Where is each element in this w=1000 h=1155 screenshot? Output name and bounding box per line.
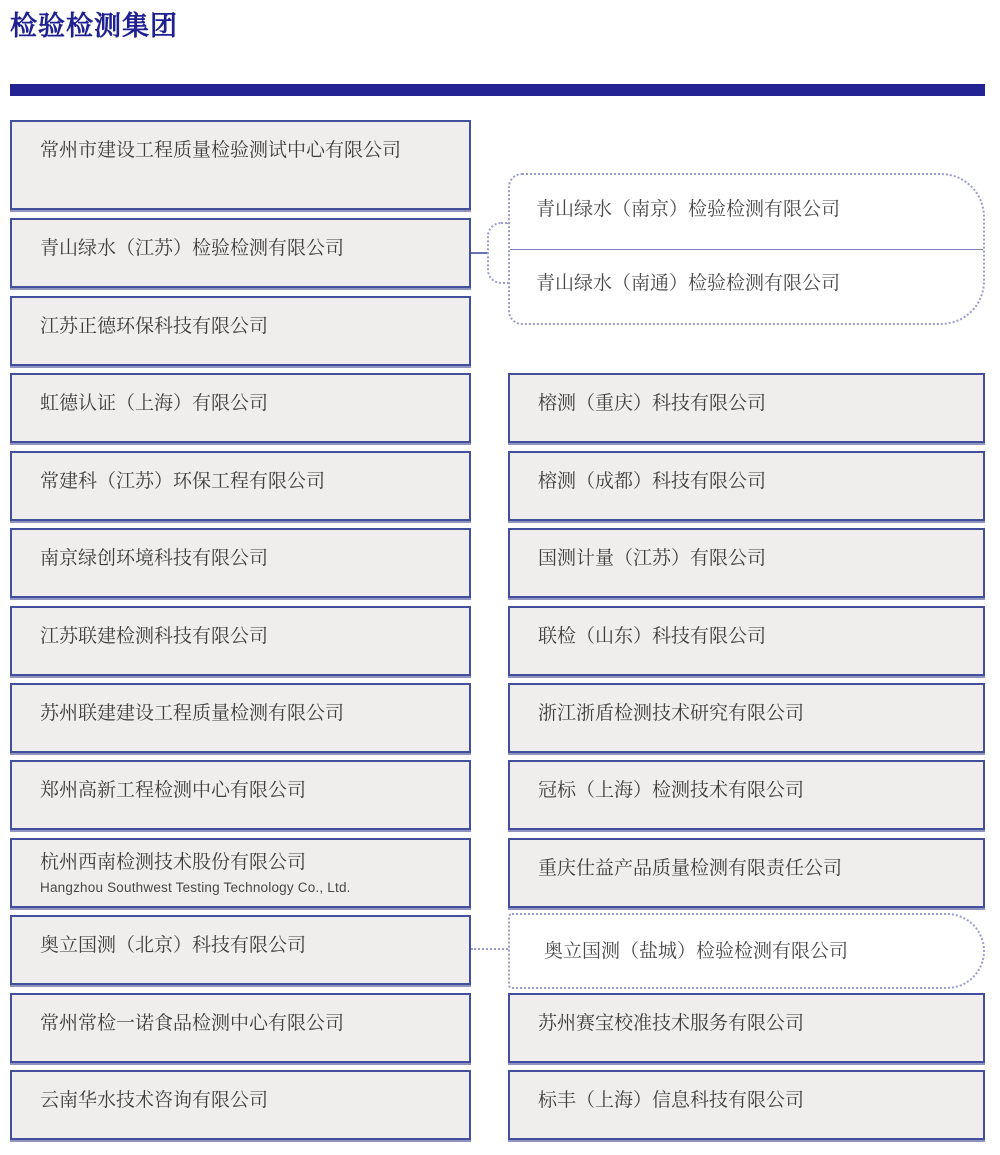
company-box-hangzhou-southwest bbox=[10, 838, 471, 908]
company-name: 标丰（上海）信息科技有限公司 bbox=[538, 1090, 805, 1111]
subsidiary-group-aoli bbox=[508, 913, 985, 989]
company-box-qingshan-jiangsu bbox=[10, 218, 471, 288]
company-box-zhejiang-zhedun bbox=[508, 683, 985, 753]
company-name: 奥立国测（北京）科技有限公司 bbox=[40, 935, 307, 956]
company-name: 江苏联建检测科技有限公司 bbox=[40, 626, 269, 647]
company-box-suzhou-saibao bbox=[508, 993, 985, 1063]
company-name: 南京绿创环境科技有限公司 bbox=[40, 548, 269, 569]
company-name: 苏州赛宝校准技术服务有限公司 bbox=[538, 1013, 805, 1034]
company-name: 常州市建设工程质量检验测试中心有限公司 bbox=[40, 140, 402, 161]
subsidiary-row bbox=[510, 175, 983, 249]
company-name: 常建科（江苏）环保工程有限公司 bbox=[40, 471, 326, 492]
connector-bracket-qingshan bbox=[487, 222, 509, 284]
company-name: 青山绿水（南京）检验检测有限公司 bbox=[536, 199, 841, 220]
page-title: 检验检测集团 bbox=[10, 11, 178, 41]
company-box-guanbiao-shanghai bbox=[508, 760, 985, 830]
subsidiary-row bbox=[510, 915, 983, 987]
subsidiary-row bbox=[510, 249, 983, 323]
company-box-lianjian-shandong bbox=[508, 606, 985, 676]
company-box-changjian-yinuo bbox=[10, 993, 471, 1063]
company-name: 冠标（上海）检测技术有限公司 bbox=[538, 780, 805, 801]
company-name: 国测计量（江苏）有限公司 bbox=[538, 548, 767, 569]
top-divider-bar bbox=[10, 84, 985, 96]
connector-line-aoli bbox=[471, 948, 508, 950]
company-name: 青山绿水（江苏）检验检测有限公司 bbox=[40, 238, 345, 259]
company-box-chongqing-shiyi bbox=[508, 838, 985, 908]
company-box-nanjing-lvchuang bbox=[10, 528, 471, 598]
company-name: 江苏正德环保科技有限公司 bbox=[40, 316, 269, 337]
company-name: 奥立国测（盐城）检验检测有限公司 bbox=[544, 941, 849, 962]
company-box-suzhou-lianjian bbox=[10, 683, 471, 753]
company-name: 苏州联建建设工程质量检测有限公司 bbox=[40, 703, 345, 724]
company-name: 杭州西南检测技术股份有限公司 bbox=[40, 852, 307, 873]
company-name: 虹德认证（上海）有限公司 bbox=[40, 393, 269, 414]
company-name: 郑州高新工程检测中心有限公司 bbox=[40, 780, 307, 801]
company-box-rongce-chengdu bbox=[508, 451, 985, 521]
subsidiary-group-qingshan bbox=[508, 173, 985, 325]
company-box-changzhou-center bbox=[10, 120, 471, 210]
connector-line-qingshan bbox=[471, 252, 488, 254]
company-box-rongce-chongqing bbox=[508, 373, 985, 443]
company-name: 浙江浙盾检测技术研究有限公司 bbox=[538, 703, 805, 724]
company-name: 重庆仕益产品质量检测有限责任公司 bbox=[538, 858, 843, 879]
company-box-jiangsu-zhengde bbox=[10, 296, 471, 366]
company-box-guoce-jiliang bbox=[508, 528, 985, 598]
company-box-biaofeng-shanghai bbox=[508, 1070, 985, 1140]
company-name: 榕测（成都）科技有限公司 bbox=[538, 471, 767, 492]
company-box-aoli-beijing bbox=[10, 915, 471, 985]
company-name: 青山绿水（南通）检验检测有限公司 bbox=[536, 273, 841, 294]
company-name: 榕测（重庆）科技有限公司 bbox=[538, 393, 767, 414]
company-name: 联检（山东）科技有限公司 bbox=[538, 626, 767, 647]
company-box-zhengzhou-gaoxin bbox=[10, 760, 471, 830]
company-box-yunnan-huashui bbox=[10, 1070, 471, 1140]
company-name-english: Hangzhou Southwest Testing Technology Co., Ltd. bbox=[40, 879, 351, 895]
company-box-hongde bbox=[10, 373, 471, 443]
company-box-jiangsu-lianjian bbox=[10, 606, 471, 676]
company-name: 常州常检一诺食品检测中心有限公司 bbox=[40, 1013, 345, 1034]
company-box-changjianke bbox=[10, 451, 471, 521]
company-name: 云南华水技术咨询有限公司 bbox=[40, 1090, 269, 1111]
